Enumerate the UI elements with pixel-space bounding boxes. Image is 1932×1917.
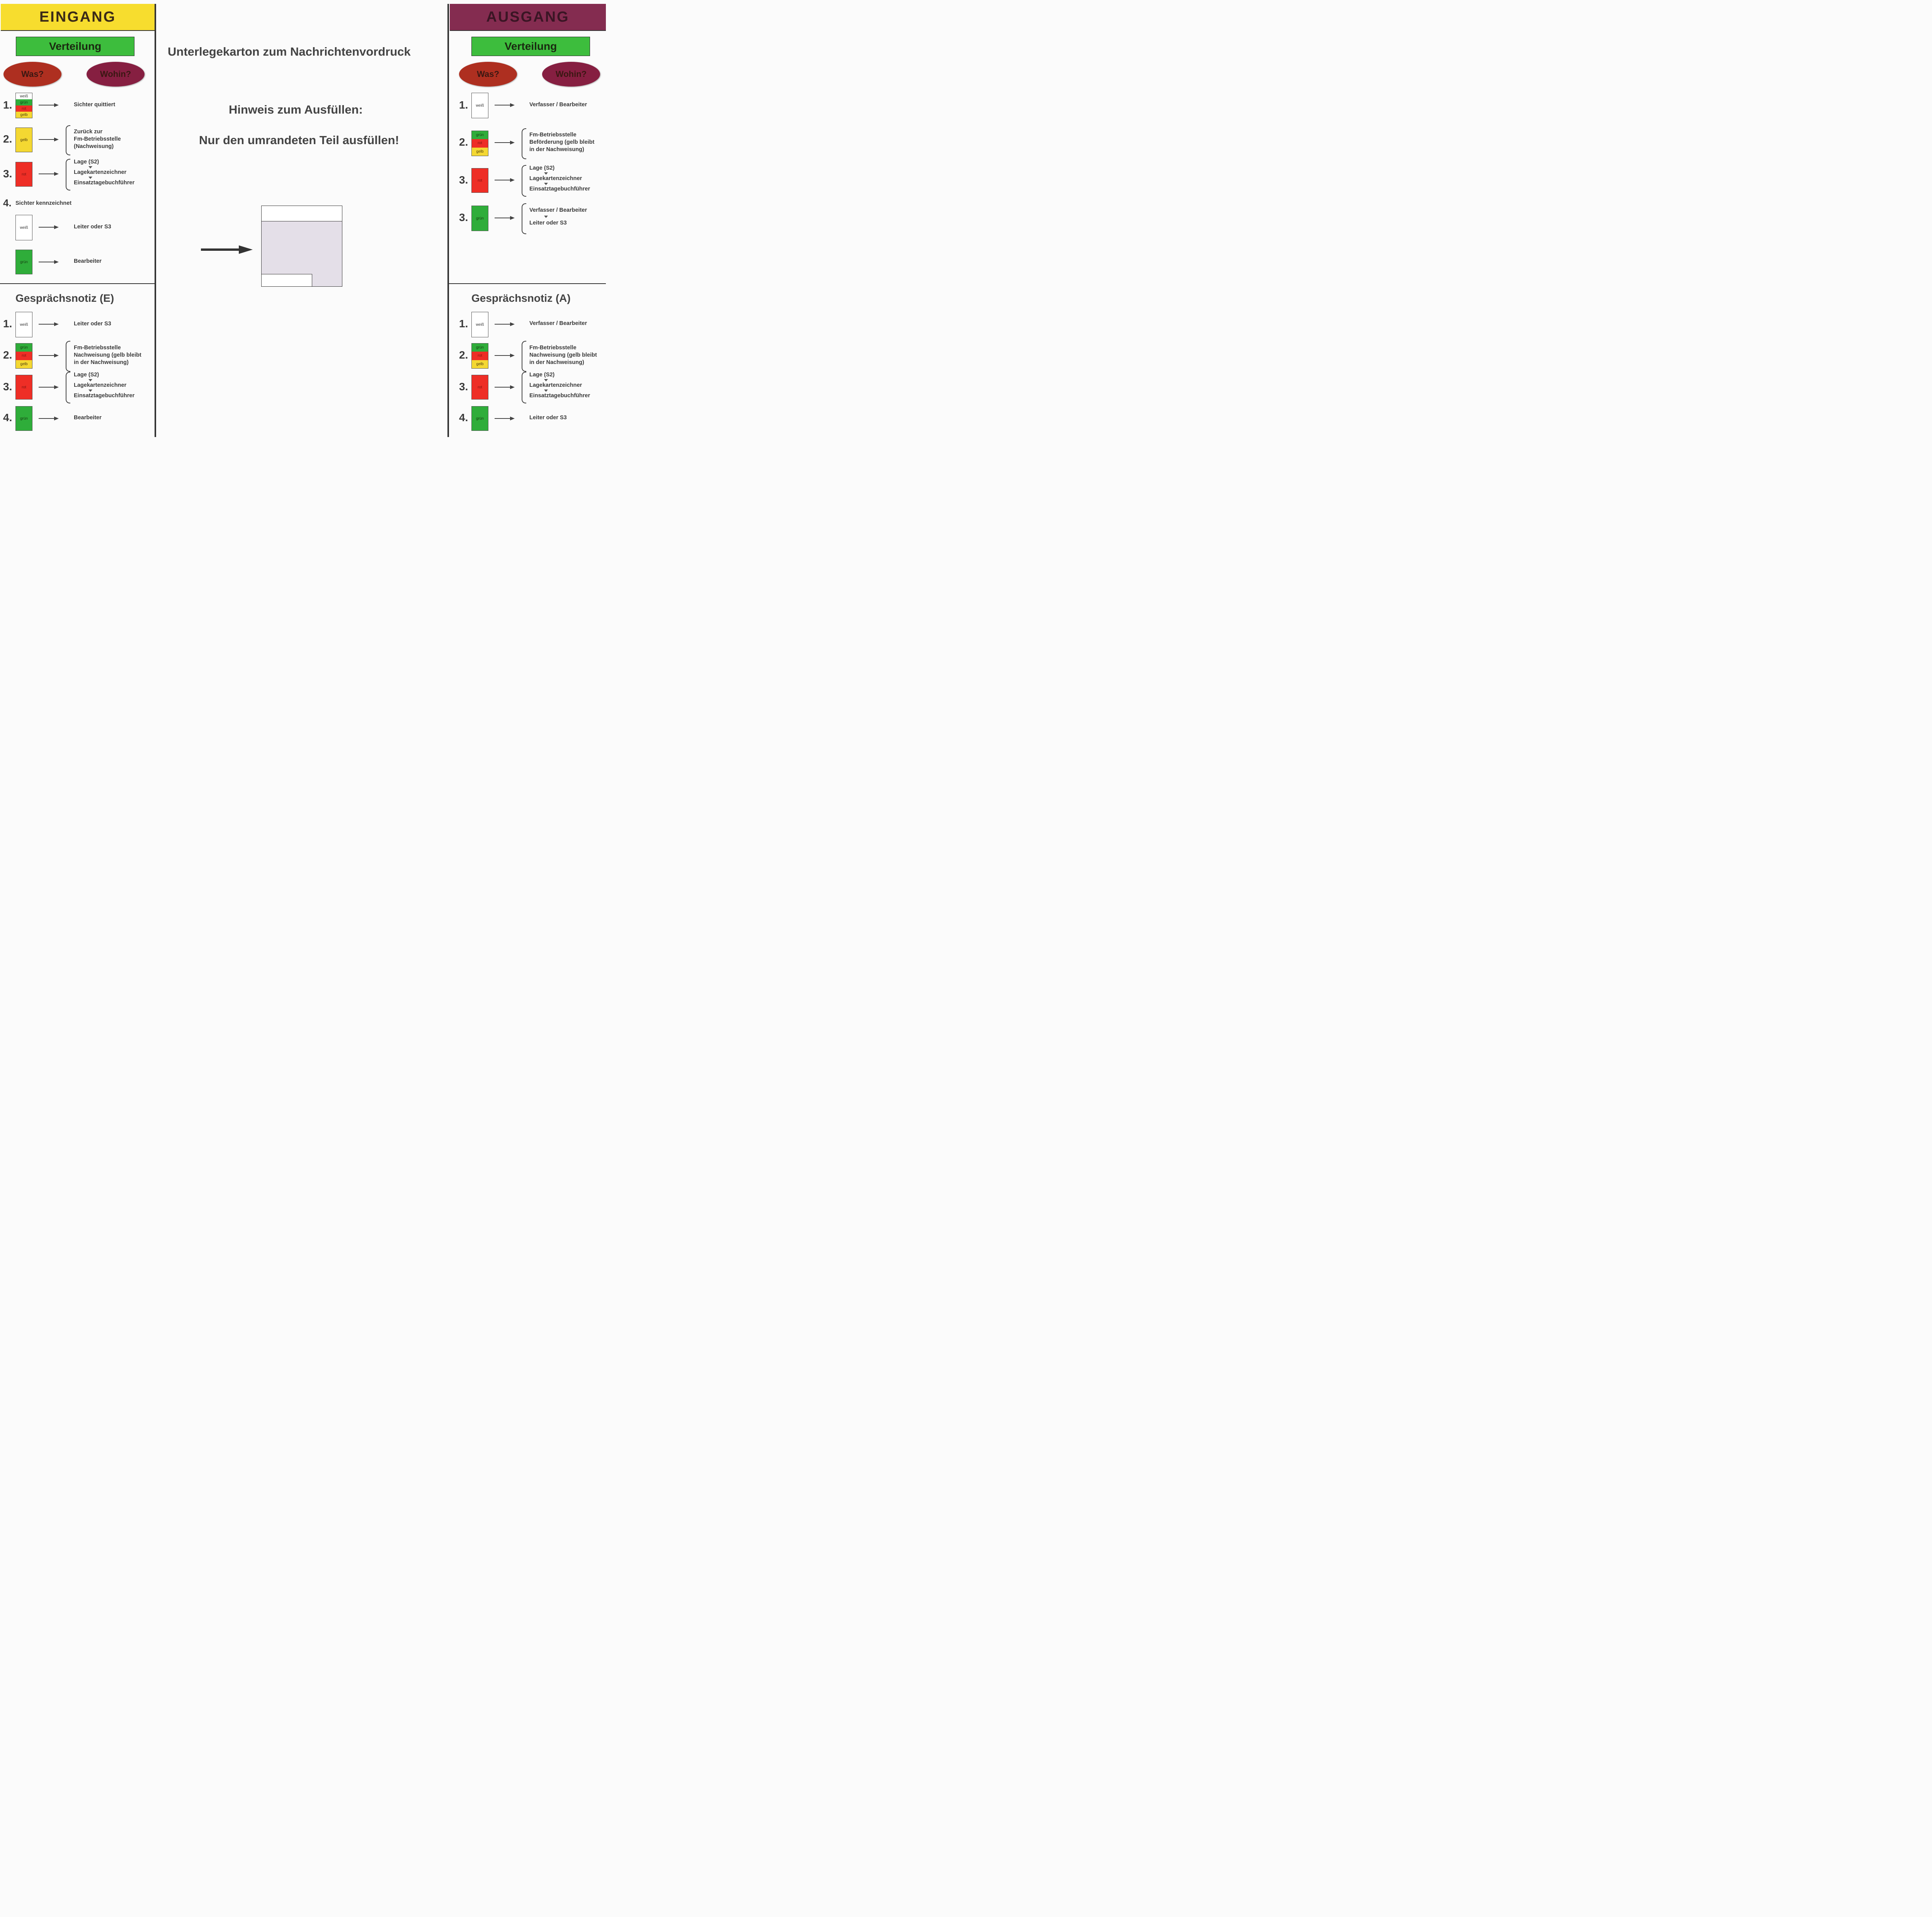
form-copy-card (471, 375, 488, 400)
item-number: 1. (3, 318, 12, 330)
card-segment-green: grün (16, 99, 32, 105)
card-segment-red: rot (472, 168, 488, 192)
card-segment-yellow: gelb (16, 128, 32, 152)
arrow-down-icon (544, 390, 548, 392)
brace-icon (66, 159, 70, 191)
card-segment-green: grün (472, 131, 488, 139)
destination-chain: Lage (S2) Lagekartenzeichner Einsatztagebuchführer (529, 372, 590, 399)
ausgang-was-ellipse: Was? (459, 62, 517, 87)
card-segment-green: grün (16, 344, 32, 352)
arrow-right-icon (495, 178, 515, 182)
destination-text: Verfasser / Bearbeiter (529, 102, 587, 108)
arrow-right-icon (495, 216, 515, 220)
item-number: 4. (3, 412, 12, 424)
form-copy-card (471, 312, 488, 337)
brace-icon (66, 125, 70, 155)
card-segment-white: weiß (16, 93, 32, 99)
arrow-right-icon (39, 103, 59, 107)
arrow-right-icon (495, 103, 515, 107)
form-copy-card (471, 206, 488, 231)
eingang-wohin-ellipse: Wohin? (87, 62, 145, 87)
item-number: 2. (459, 136, 468, 148)
form-diagram (261, 206, 342, 287)
section-divider (0, 283, 155, 284)
brace-icon (66, 341, 70, 372)
card-segment-white: weiß (472, 312, 488, 337)
arrow-right-icon (495, 385, 515, 389)
arrow-right-icon (495, 322, 515, 326)
card-segment-white: weiß (16, 215, 32, 240)
section-divider (449, 283, 606, 284)
destination-chain: Lage (S2) Lagekartenzeichner Einsatztagebuchführer (74, 372, 135, 399)
arrow-right-icon (39, 260, 59, 264)
arrow-right-icon (495, 417, 515, 420)
form-copy-card (15, 375, 32, 400)
arrow-down-icon (88, 166, 92, 168)
card-segment-red: rot (472, 352, 488, 360)
destination-text: Sichter quittiert (74, 102, 116, 108)
arrow-right-icon (39, 138, 59, 141)
card-segment-yellow: gelb (16, 360, 32, 368)
form-copy-card (15, 162, 32, 187)
form-copy-card (471, 131, 488, 156)
item-number: 4. (3, 197, 12, 209)
eingang-banner: EINGANG (1, 4, 155, 31)
form-copy-card (15, 215, 32, 240)
arrow-right-icon (39, 385, 59, 389)
destination-text: Bearbeiter (74, 258, 102, 264)
card-segment-white: weiß (16, 312, 32, 337)
item-number: 3. (3, 168, 12, 180)
item-number: 3. (459, 211, 468, 223)
destination-text: Zurück zur Fm-Betriebsstelle (Nachweisung) (74, 129, 121, 150)
brace-icon (522, 341, 526, 372)
arrow-down-icon (544, 172, 548, 175)
form-copy-card (15, 93, 32, 118)
gespraechsnotiz-a-title: Gesprächsnotiz (A) (471, 292, 571, 304)
card-segment-yellow: gelb (16, 112, 32, 118)
form-copy-card (471, 168, 488, 193)
eingang-verteilung-label: Verteilung (16, 37, 134, 56)
pointer-arrow-icon (201, 245, 253, 255)
brace-icon (522, 165, 526, 197)
ausgang-wohin-ellipse: Wohin? (542, 62, 600, 87)
item-number: 1. (3, 99, 12, 111)
destination-chain: Verfasser / Bearbeiter Leiter oder S3 (529, 207, 587, 226)
form-copy-card (471, 343, 488, 369)
ausgang-panel (448, 0, 606, 437)
brace-icon (522, 203, 526, 234)
card-segment-yellow: gelb (472, 148, 488, 156)
arrow-down-icon (88, 390, 92, 392)
form-copy-card (15, 128, 32, 152)
card-segment-green: grün (16, 250, 32, 274)
item-label: Sichter kennzeichnet (15, 200, 72, 206)
form-copy-card (471, 406, 488, 431)
card-segment-green: grün (472, 206, 488, 231)
arrow-right-icon (495, 354, 515, 357)
item-number: 3. (3, 381, 12, 393)
card-segment-red: rot (16, 105, 32, 112)
form-copy-card (471, 93, 488, 118)
item-number: 1. (459, 318, 468, 330)
item-number: 2. (3, 349, 12, 361)
eingang-panel (0, 0, 155, 437)
destination-text: Fm-Betriebsstelle Nachweisung (gelb bleibt in der Nachweisung) (74, 345, 141, 366)
item-number: 3. (459, 381, 468, 393)
item-number: 2. (459, 349, 468, 361)
card-segment-red: rot (16, 375, 32, 399)
arrow-down-icon (544, 183, 548, 185)
item-number: 3. (459, 174, 468, 186)
destination-text: Leiter oder S3 (529, 415, 567, 421)
arrow-down-icon (88, 177, 92, 179)
destination-text: Verfasser / Bearbeiter (529, 320, 587, 327)
hint-heading: Hinweis zum Ausfüllen: (229, 103, 363, 116)
arrow-right-icon (39, 172, 59, 176)
card-segment-red: rot (472, 375, 488, 399)
destination-chain: Lage (S2) Lagekartenzeichner Einsatztagebuchführer (74, 159, 135, 186)
destination-text: Bearbeiter (74, 415, 102, 421)
card-segment-green: grün (16, 407, 32, 430)
arrow-down-icon (88, 379, 92, 381)
arrow-down-icon (544, 379, 548, 381)
arrow-right-icon (39, 225, 59, 229)
arrow-down-icon (544, 216, 548, 218)
destination-text: Leiter oder S3 (74, 321, 111, 327)
page-title: Unterlegekarton zum Nachrichtenvordruck (168, 45, 411, 58)
brace-icon (522, 372, 526, 403)
destination-text: Leiter oder S3 (74, 224, 111, 230)
gespraechsnotiz-e-title: Gesprächsnotiz (E) (15, 292, 114, 304)
arrow-right-icon (39, 354, 59, 357)
ausgang-verteilung-label: Verteilung (471, 37, 590, 56)
brace-icon (522, 128, 526, 159)
destination-text: Fm-Betriebsstelle Nachweisung (gelb bleibt in der Nachweisung) (529, 345, 597, 366)
ausgang-banner: AUSGANG (450, 4, 606, 31)
card-segment-red: rot (472, 139, 488, 147)
hint-text: Nur den umrandeten Teil ausfüllen! (199, 133, 399, 147)
item-number: 2. (3, 133, 12, 145)
card-segment-green: grün (472, 407, 488, 430)
card-segment-green: grün (472, 344, 488, 352)
arrow-right-icon (39, 322, 59, 326)
form-copy-card (15, 406, 32, 431)
card-segment-white: weiß (472, 93, 488, 118)
left-divider (155, 4, 156, 437)
arrow-right-icon (39, 417, 59, 420)
form-copy-card (15, 250, 32, 274)
item-number: 1. (459, 99, 468, 111)
card-segment-red: rot (16, 352, 32, 360)
brace-icon (66, 372, 70, 403)
form-copy-card (15, 312, 32, 337)
arrow-right-icon (495, 141, 515, 145)
destination-text: Fm-Betriebsstelle Beförderung (gelb bleibt in der Nachweisung) (529, 132, 595, 153)
destination-chain: Lage (S2) Lagekartenzeichner Einsatztagebuchführer (529, 165, 590, 192)
item-number: 4. (459, 412, 468, 424)
eingang-was-ellipse: Was? (3, 62, 61, 87)
card-segment-yellow: gelb (472, 360, 488, 368)
card-segment-red: rot (16, 162, 32, 186)
form-copy-card (15, 343, 32, 369)
